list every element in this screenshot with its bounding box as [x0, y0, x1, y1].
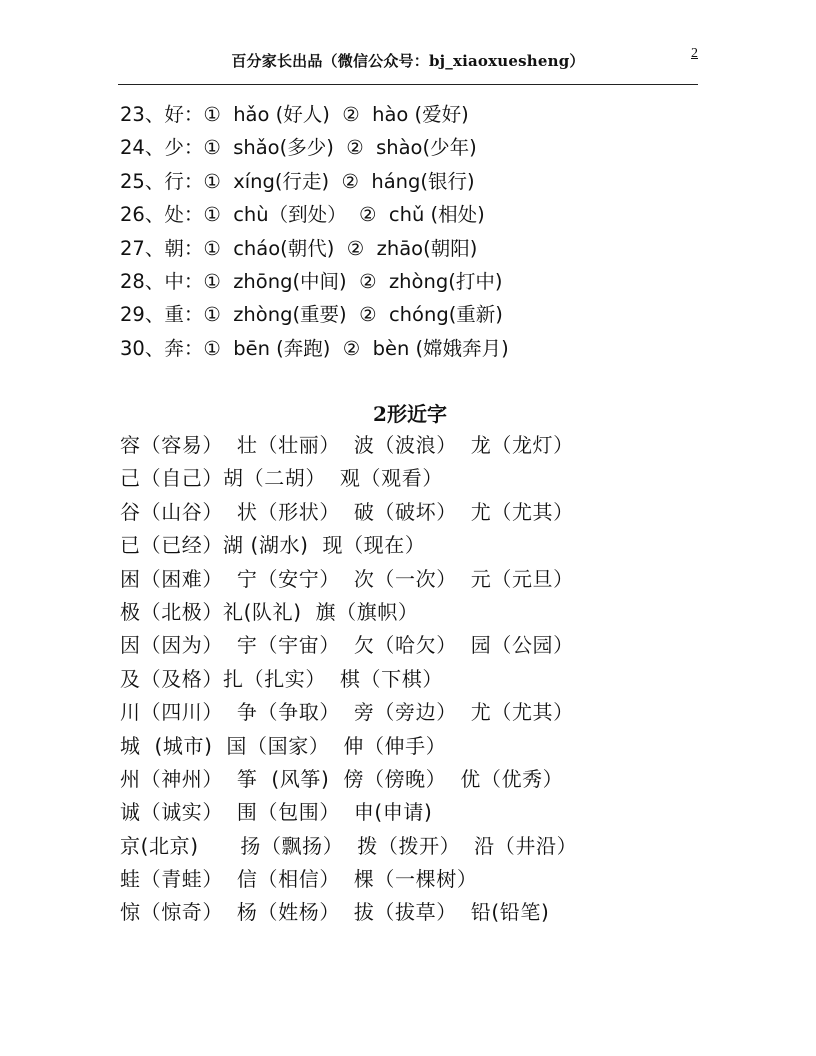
- header-title: 百分家长出品（微信公众号：bj_xiaoxuesheng）: [231, 52, 585, 70]
- list-item: 容（容易） 壮（壮丽） 波（波浪） 龙（龙灯）: [120, 433, 574, 457]
- similar-chars-list: [120, 429, 740, 930]
- list-item: 28、中：① zhōng(中间) ② zhòng(打中): [120, 269, 503, 293]
- polyphonic-list: [120, 98, 720, 365]
- list-item: 诚（诚实） 围（包围） 申(申请): [120, 800, 433, 825]
- list-item: 城 (城市) 国（国家） 伸（伸手）: [120, 733, 447, 758]
- list-item: 29、重：① zhòng(重要) ② chóng(重新): [120, 303, 503, 327]
- list-item: 极（北极）礼(队礼) 旗（旗帜）: [120, 599, 419, 624]
- page-header: [118, 44, 698, 85]
- list-item: 及（及格）扎（扎实） 棋（下棋）: [120, 666, 443, 691]
- list-item: 27、朝：① cháo(朝代) ② zhāo(朝阳): [120, 236, 478, 260]
- list-item: 京(北京) 扬（飘扬） 拨（拨开） 沿（井沿）: [120, 833, 578, 858]
- list-item: 谷（山谷） 状（形状） 破（破坏） 尤（尤其）: [120, 499, 574, 524]
- list-item: 24、少：① shǎo(多少) ② shào(少年): [120, 136, 477, 160]
- section-title: 2形近字: [373, 402, 447, 426]
- list-item: 困（困难） 宁（安宁） 次（一次） 元（元旦）: [120, 566, 574, 591]
- list-item: 已（已经）湖 (湖水) 现（现在）: [120, 533, 426, 558]
- list-item: 30、奔：① bēn (奔跑) ② bèn (嫦娥奔月): [120, 336, 509, 360]
- list-item: 川（四川） 争（争取） 旁（旁边） 尤（尤其）: [120, 700, 574, 725]
- list-item: 蛙（青蛙） 信（相信） 棵（一棵树）: [120, 867, 478, 892]
- list-item: 惊（惊奇） 杨（姓杨） 拔（拔草） 铅(铅笔): [120, 900, 550, 925]
- list-item: 23、好：① hǎo (好人) ② hào (爱好): [120, 103, 469, 126]
- list-item: 25、行：① xíng(行走) ② háng(银行): [120, 169, 475, 193]
- list-item: 因（因为） 宇（宇宙） 欠（哈欠） 园（公园）: [120, 633, 574, 658]
- list-item: 26、处：① chù（到处） ② chǔ (相处): [120, 203, 485, 227]
- page-number: 2: [691, 46, 698, 61]
- list-item: 己（自己）胡（二胡） 观（观看）: [120, 466, 443, 491]
- list-item: 州（神州） 筝 (风筝) 傍（傍晚） 优（优秀）: [120, 766, 564, 791]
